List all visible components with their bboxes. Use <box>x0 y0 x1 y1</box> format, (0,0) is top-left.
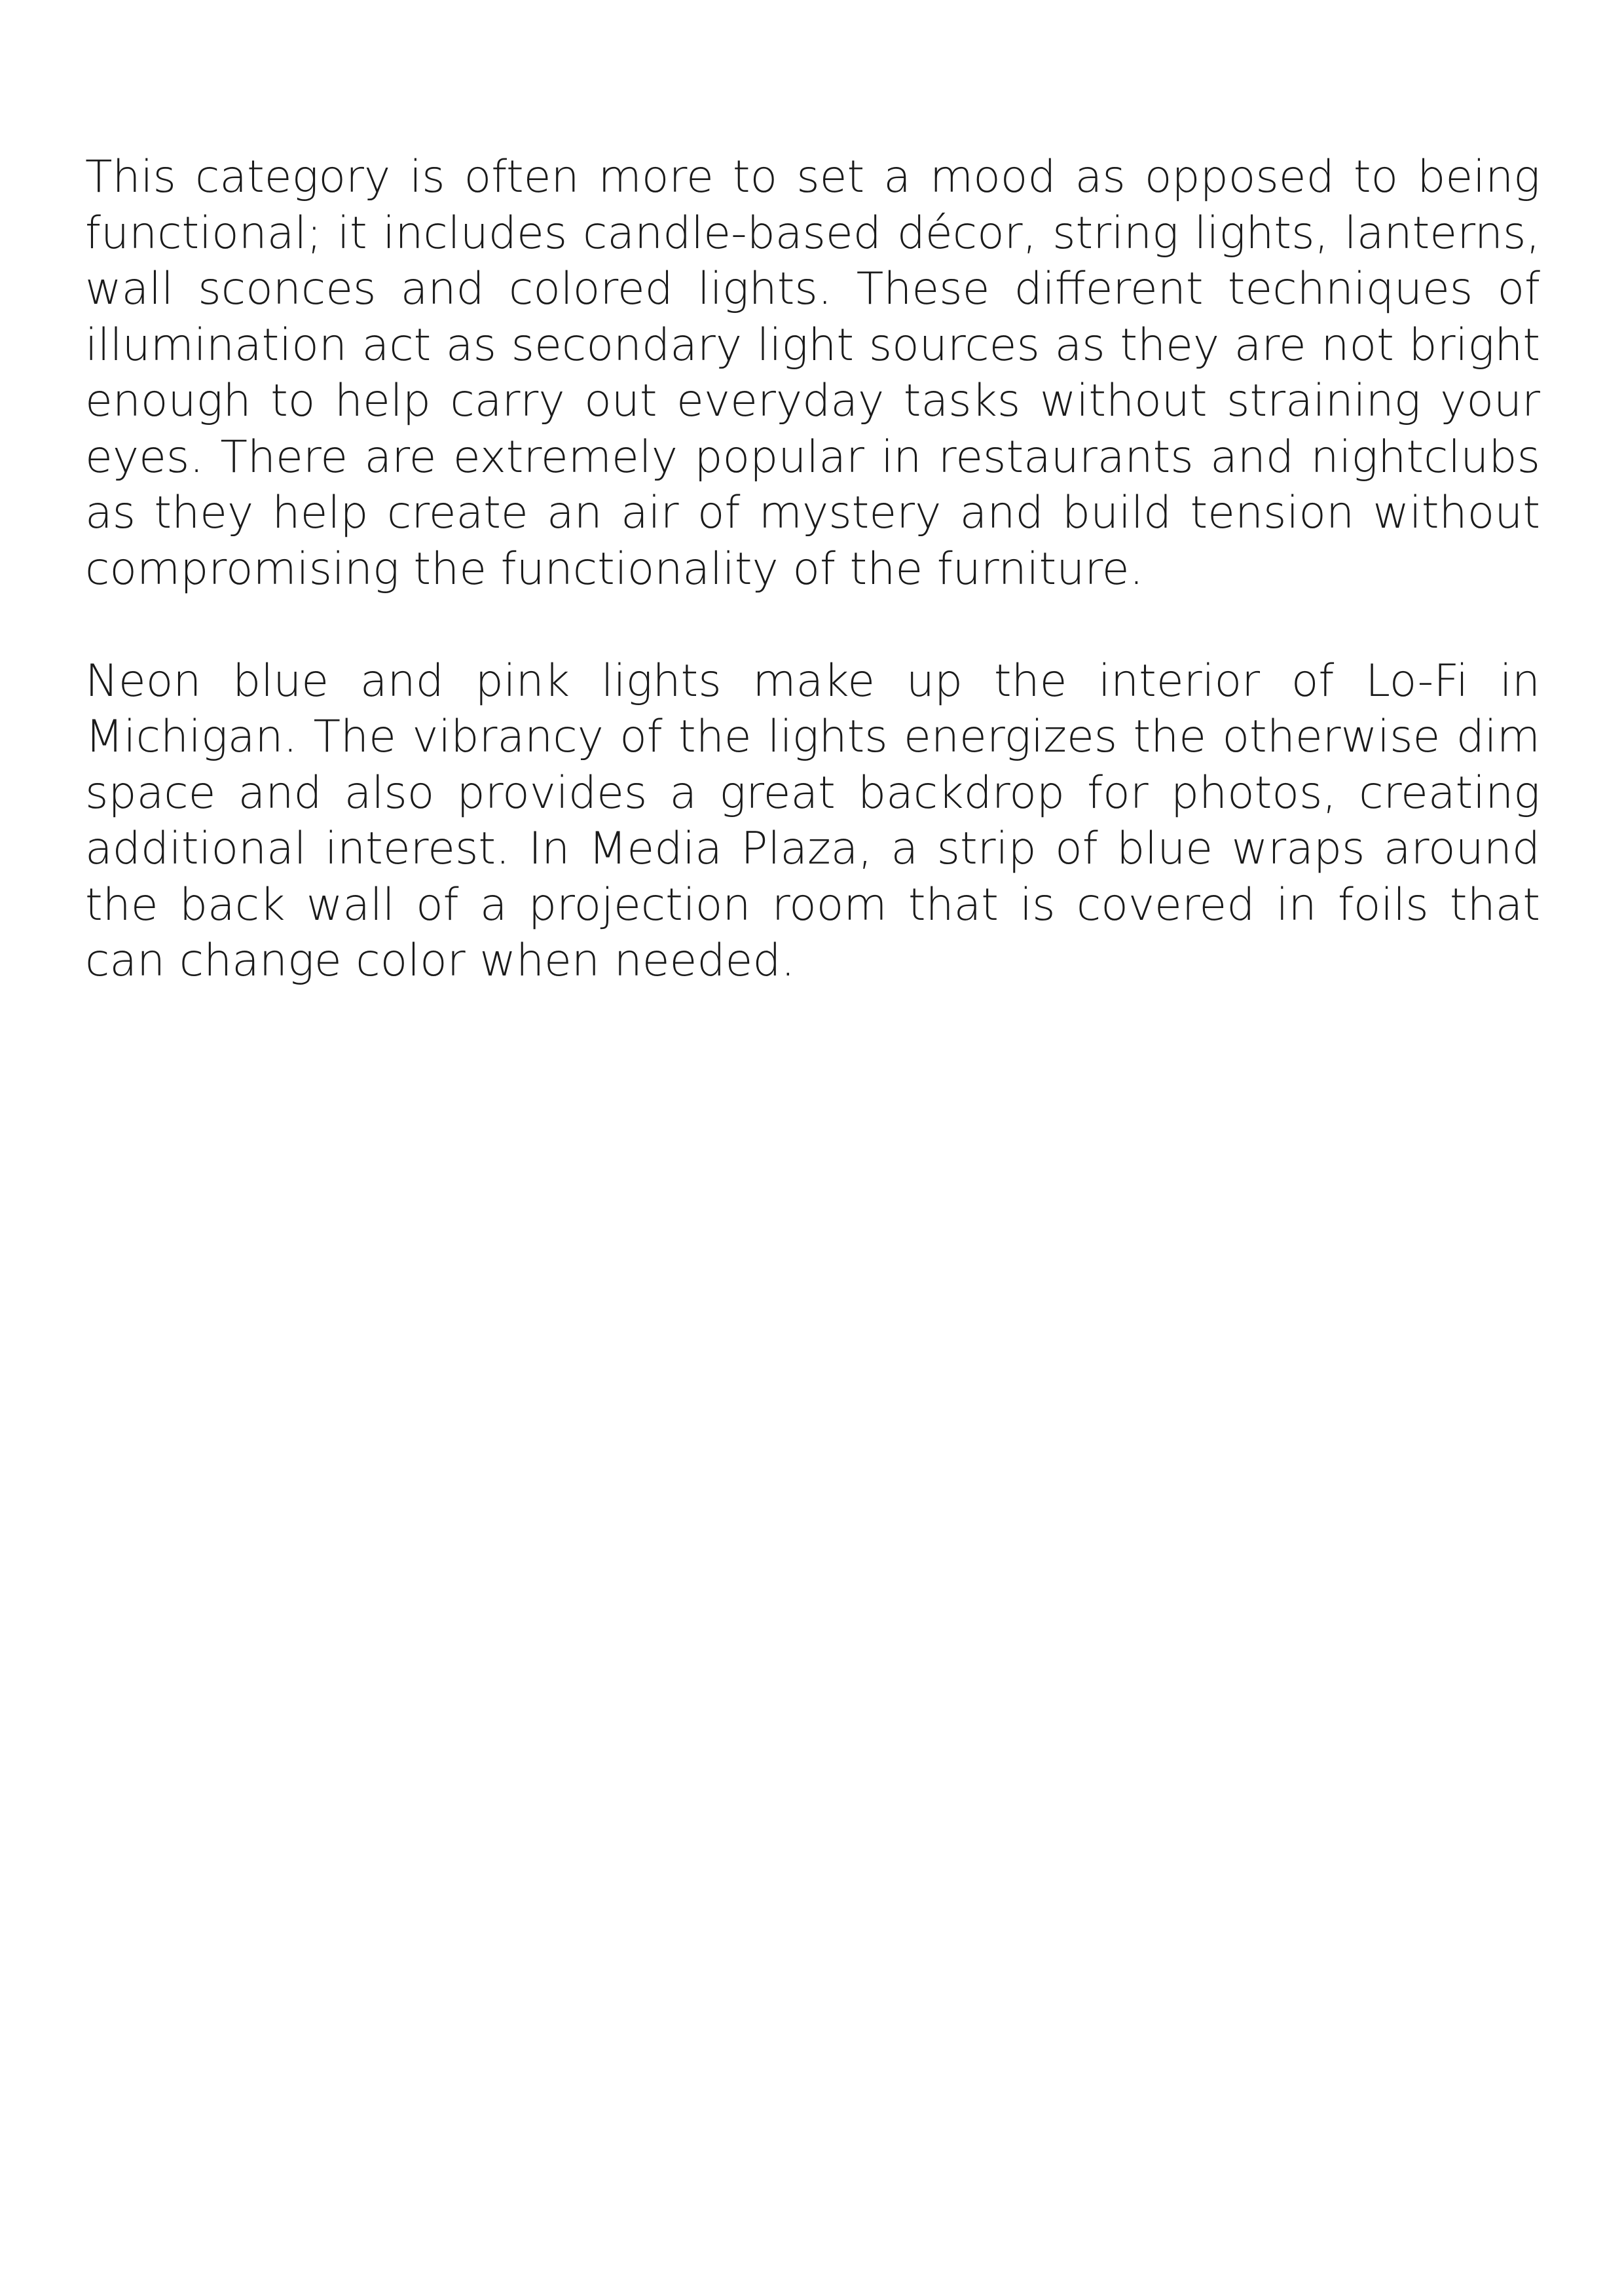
paragraph-neon-lights-examples: Neon blue and pink lights make up the interior of Lo-Fi in Michigan. The vibrancy of the lights energizes the otherwise dim space and also provides a great backdrop for photos, creating additional interest. In Media Plaza, a strip of blue wraps around the back wall of a projection room that is covered in foils that can change color when needed. <box>85 655 1540 987</box>
paragraph-accent-lighting: This category is often more to set a mood as opposed to being functional; it includes candle-based décor, string lights, lanterns, wall sconces and colored lights. These different techniques of illumination act as secondary light sources as they are not bright enough to help carry out everyday tasks without straining your eyes. There are extremely popular in restaurants and nightclubs as they help create an air of mystery and build tension without compromising the functionality of the furniture. <box>85 151 1540 595</box>
body-text <box>85 149 1540 989</box>
